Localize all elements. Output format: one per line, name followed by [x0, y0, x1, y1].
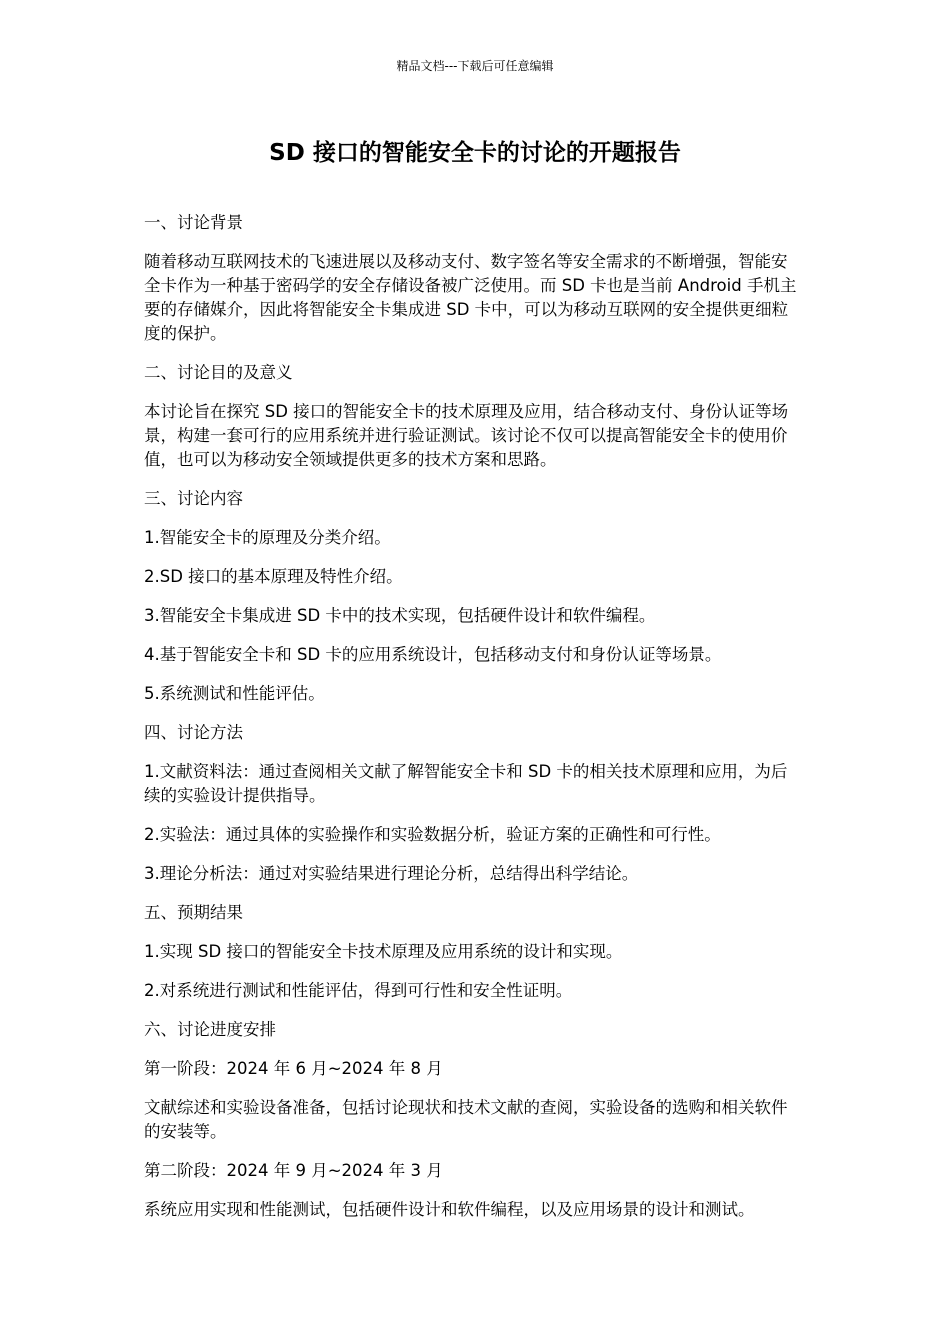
schedule-stage-2-title: 第二阶段：2024 年 9 月~2024 年 3 月	[144, 1161, 443, 1180]
section-heading-purpose: 二、讨论目的及意义	[144, 363, 293, 382]
list-item: 5.系统测试和性能评估。	[144, 684, 325, 703]
header-note: 精品文档---下载后可任意编辑	[396, 59, 554, 73]
section-heading-background: 一、讨论背景	[144, 213, 243, 232]
list-item: 2.对系统进行测试和性能评估，得到可行性和安全性证明。	[144, 981, 573, 1000]
list-item: 2.实验法：通过具体的实验操作和实验数据分析，验证方案的正确性和可行性。	[144, 825, 721, 844]
list-item: 4.基于智能安全卡和 SD 卡的应用系统设计，包括移动支付和身份认证等场景。	[144, 645, 722, 664]
section-heading-content: 三、讨论内容	[144, 489, 243, 508]
section-heading-results: 五、预期结果	[144, 903, 243, 922]
list-item: 3.智能安全卡集成进 SD 卡中的技术实现，包括硬件设计和软件编程。	[144, 606, 656, 625]
list-item: 1.实现 SD 接口的智能安全卡技术原理及应用系统的设计和实现。	[144, 942, 623, 961]
list-item: 2.SD 接口的基本原理及特性介绍。	[144, 567, 403, 586]
schedule-stage-1-title: 第一阶段：2024 年 6 月~2024 年 8 月	[144, 1059, 443, 1078]
list-item: 1.文献资料法：通过查阅相关文献了解智能安全卡和 SD 卡的相关技术原理和应用，为后续的实验设计提供指导。	[144, 762, 788, 805]
paragraph-purpose: 本讨论旨在探究 SD 接口的智能安全卡的技术原理及应用，结合移动支付、身份认证等场景，构建一套可行的应用系统并进行验证测试。该讨论不仅可以提高智能安全卡的使用价值，也可以为移动安全领域提供更多的技术方案和思路。	[144, 402, 789, 469]
list-item: 3.理论分析法：通过对实验结果进行理论分析，总结得出科学结论。	[144, 864, 639, 883]
paragraph-background: 随着移动互联网技术的飞速进展以及移动支付、数字签名等安全需求的不断增强，智能安全卡作为一种基于密码学的安全存储设备被广泛使用。而 SD 卡也是当前 Android 手机主要的存储媒介，因此将智能安全卡集成进 SD 卡中，可以为移动互联网的安全提供更细粒度的保护。	[144, 252, 797, 343]
schedule-stage-2-text: 系统应用实现和性能测试，包括硬件设计和软件编程，以及应用场景的设计和测试。	[144, 1200, 755, 1219]
schedule-stage-1-text: 文献综述和实验设备准备，包括讨论现状和技术文献的查阅，实验设备的选购和相关软件的安装等。	[144, 1098, 788, 1141]
section-heading-methods: 四、讨论方法	[144, 723, 243, 742]
list-item: 1.智能安全卡的原理及分类介绍。	[144, 528, 391, 547]
document-body	[144, 211, 800, 1237]
document-title: SD 接口的智能安全卡的讨论的开题报告	[269, 140, 681, 166]
section-heading-schedule: 六、讨论进度安排	[144, 1020, 276, 1039]
